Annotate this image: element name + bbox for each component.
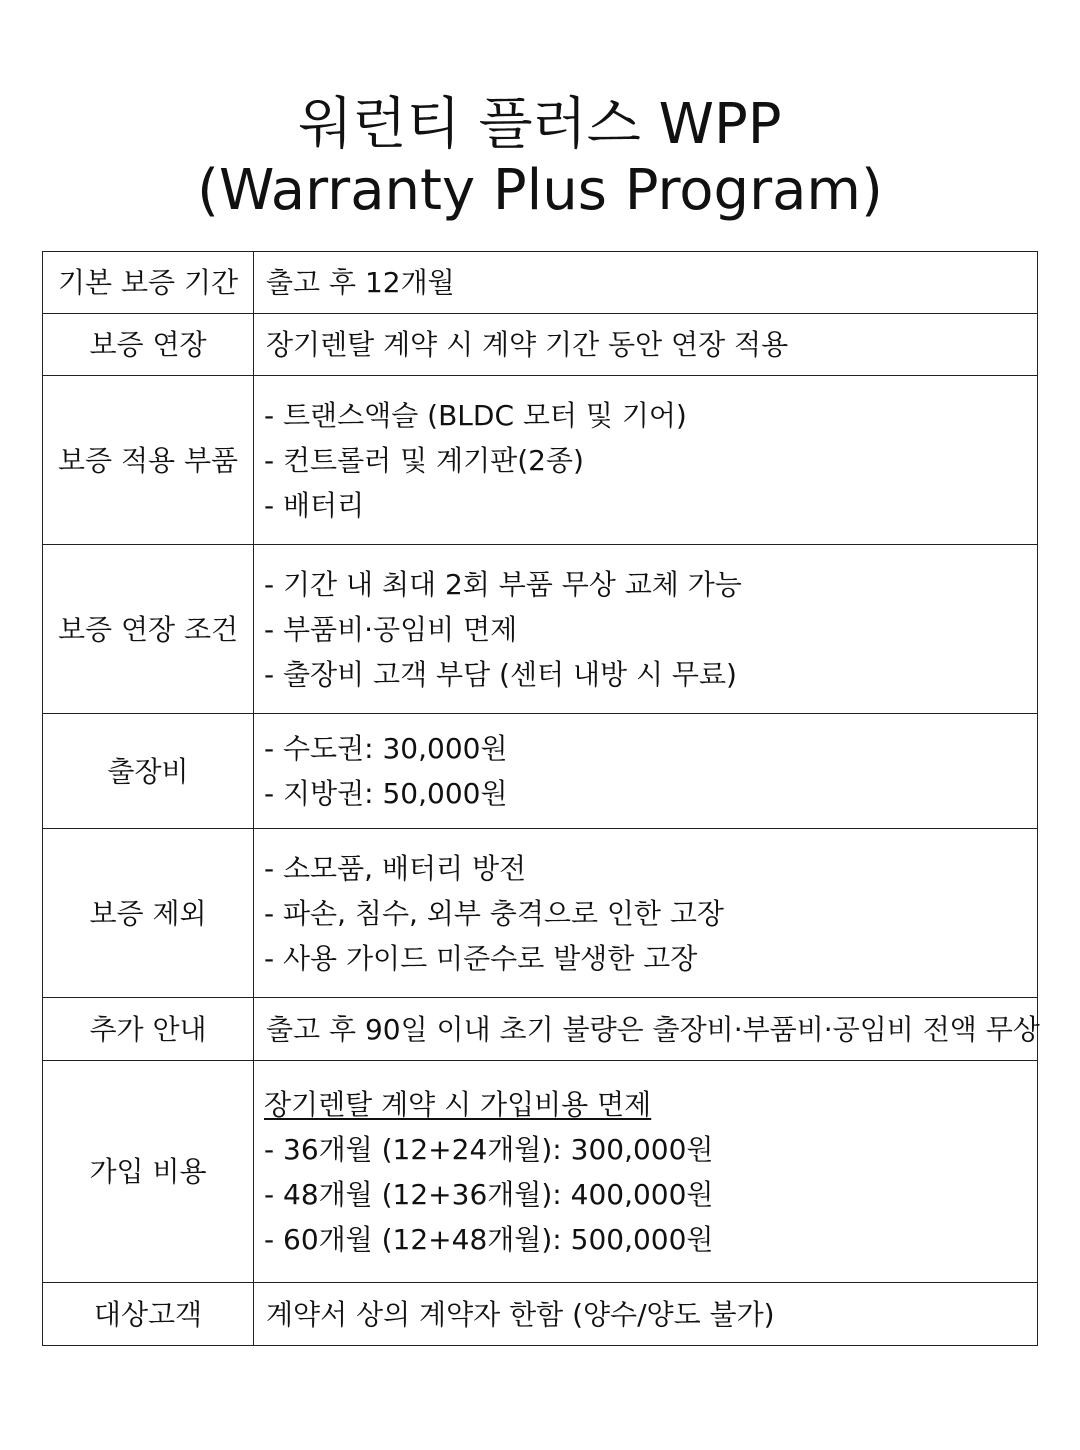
row-value: [254, 252, 1038, 314]
value-line: - 컨트롤러 및 계기판(2종): [264, 443, 584, 477]
value-line-underlined: 장기렌탈 계약 시 가입비용 면제: [264, 1087, 652, 1121]
value-line: - 사용 가이드 미준수로 발생한 고장: [264, 941, 698, 975]
row-value: [254, 376, 1038, 545]
table-row-additional-info: [43, 998, 1038, 1061]
row-value: [254, 314, 1038, 376]
value-line: - 출장비 고객 부담 (센터 내방 시 무료): [264, 657, 737, 691]
value-line: - 36개월 (12+24개월): 300,000원: [264, 1132, 714, 1166]
value-line: - 파손, 침수, 외부 충격으로 인한 고장: [264, 896, 724, 930]
value-line: - 배터리: [264, 488, 365, 522]
row-label: 추가 안내: [43, 998, 254, 1061]
row-label: 보증 제외: [43, 829, 254, 998]
table-row-enrollment-cost: [43, 1061, 1038, 1283]
table-row-target-customer: [43, 1283, 1038, 1346]
table-row-extension-conditions: [43, 545, 1038, 714]
value-line: 출고 후 12개월: [266, 266, 455, 299]
row-value: [254, 714, 1038, 829]
value-line: - 수도권: 30,000원: [264, 732, 508, 765]
value-line: - 트랜스액슬 (BLDC 모터 및 기어): [264, 398, 687, 432]
row-label: 출장비: [43, 714, 254, 829]
table-row-covered-parts: [43, 376, 1038, 545]
title-line-english: (Warranty Plus Program): [197, 158, 883, 223]
row-label: 보증 연장: [43, 314, 254, 376]
value-line: - 48개월 (12+36개월): 400,000원: [264, 1177, 714, 1211]
table-row-extension: [43, 314, 1038, 376]
row-label: 기본 보증 기간: [43, 252, 254, 314]
value-line: - 60개월 (12+48개월): 500,000원: [264, 1222, 714, 1256]
row-label: 가입 비용: [43, 1061, 254, 1283]
table-row-basic-period: [43, 252, 1038, 314]
title-line-korean: 워런티 플러스 WPP: [298, 92, 782, 157]
row-label: 대상고객: [43, 1283, 254, 1346]
row-value: [254, 829, 1038, 998]
value-line: 계약서 상의 계약자 한함 (양수/양도 불가): [266, 1297, 775, 1331]
row-label: 보증 연장 조건: [43, 545, 254, 714]
row-value: [254, 1061, 1038, 1283]
value-line: - 기간 내 최대 2회 부품 무상 교체 가능: [264, 567, 742, 601]
row-value: [254, 998, 1038, 1061]
value-line: 장기렌탈 계약 시 계약 기간 동안 연장 적용: [266, 328, 789, 361]
row-value: [254, 545, 1038, 714]
page-title: [0, 92, 1080, 224]
value-line: - 소모품, 배터리 방전: [264, 851, 527, 885]
warranty-table: [42, 251, 1038, 1346]
row-label: 보증 적용 부품: [43, 376, 254, 545]
table-row-exclusions: [43, 829, 1038, 998]
value-line: - 지방권: 50,000원: [264, 777, 508, 810]
row-value: [254, 1283, 1038, 1346]
value-line: 출고 후 90일 이내 초기 불량은 출장비·부품비·공임비 전액 무상: [266, 1012, 1040, 1046]
table-row-visit-fee: [43, 714, 1038, 829]
value-line: - 부품비·공임비 면제: [264, 612, 518, 646]
